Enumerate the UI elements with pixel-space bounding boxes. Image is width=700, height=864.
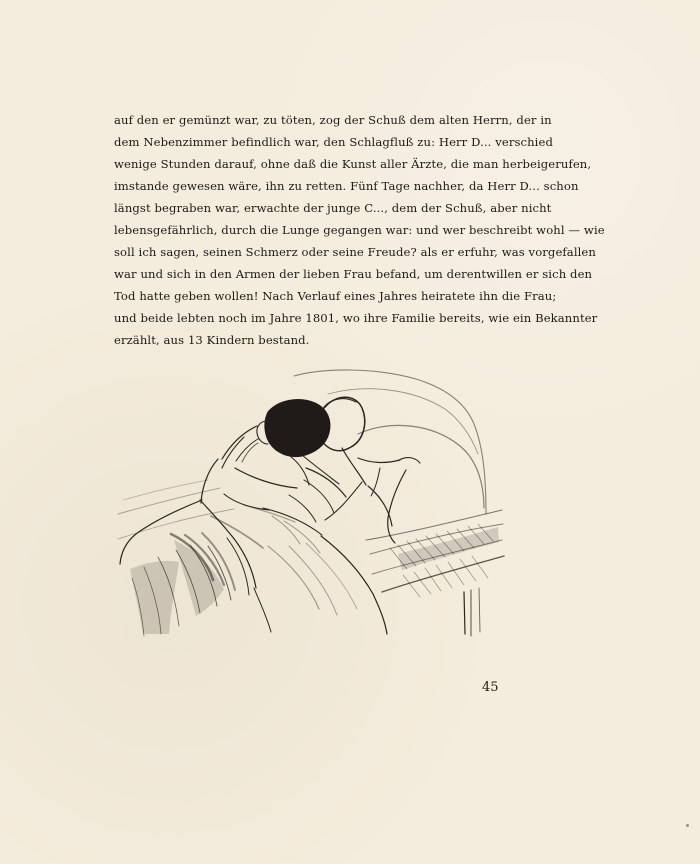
text-line: und beide lebten noch im Jahre 1801, wo ihre Familie bereits, wie ein Bekannter (114, 311, 598, 325)
text-line: war und sich in den Armen der lieben Frau befand, um derentwillen er sich den (114, 267, 593, 281)
text-line: erzählt, aus 13 Kindern bestand. (114, 333, 310, 347)
text-line: imstande gewesen wäre, ihn zu retten. Fünf Tage nachher, da Herr D... schon (114, 179, 579, 193)
text-line: auf den er gemünzt war, zu töten, zog der Schuß dem alten Herrn, der in (114, 113, 552, 127)
text-line: Tod hatte geben wollen! Nach Verlauf eines Jahres heiratete ihn die Frau; (114, 289, 557, 303)
text-line: wenige Stunden darauf, ohne daß die Kunst aller Ärzte, die man herbeigerufen, (114, 157, 592, 171)
page-number: 45 (482, 680, 499, 695)
text-line: lebensgefährlich, durch die Lunge gegangen war: und wer beschreibt wohl — wie (114, 223, 605, 237)
text-line: soll ich sagen, seinen Schmerz oder seine Freude? als er erfuhr, was vorgefallen (114, 245, 596, 259)
text-line: dem Nebenzimmer befindlich war, den Schlagfluß zu: Herr D... verschied (114, 135, 553, 149)
paper-speck (686, 824, 689, 827)
embrace-illustration (118, 364, 510, 639)
text-line: längst begraben war, erwachte der junge C..., dem der Schuß, aber nicht (114, 201, 552, 215)
body-text (114, 110, 605, 350)
